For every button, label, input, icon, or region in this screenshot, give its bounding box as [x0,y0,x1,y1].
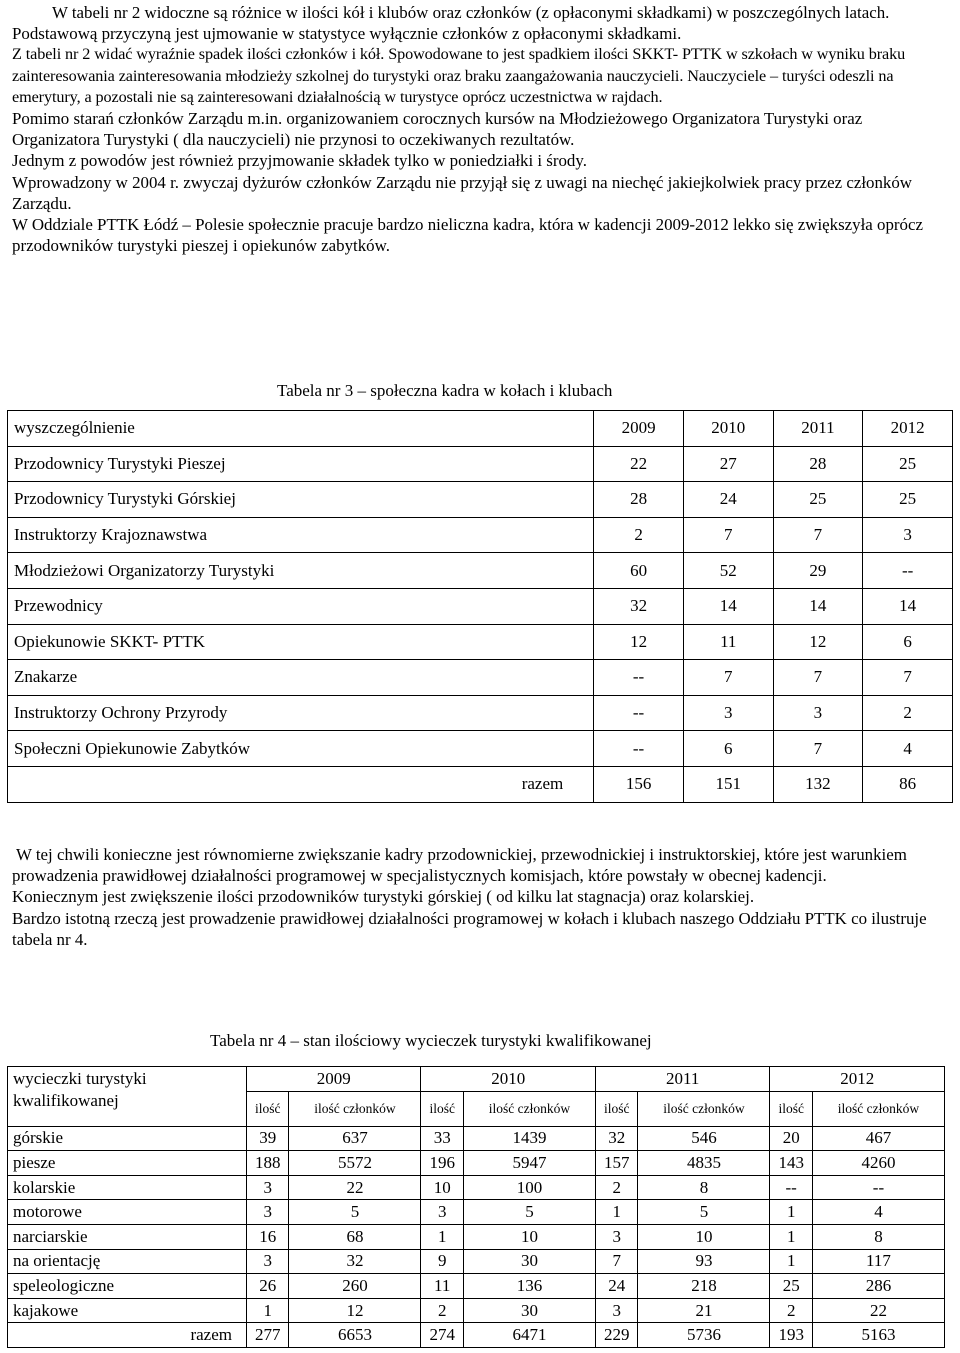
table-header-cell: 2010 [683,411,773,447]
table-cell: 7 [773,731,863,767]
table-cell: 11 [683,624,773,660]
table-cell: 3 [863,517,953,553]
table-row [8,766,953,802]
table-cell: 60 [594,553,684,589]
table-row [8,1323,945,1348]
table-cell: 8 [812,1224,944,1249]
table-row [8,731,953,767]
table-cell: 2 [421,1298,463,1323]
table-cell: motorowe [8,1200,247,1225]
table-cell: 68 [289,1224,421,1249]
table-cell: 16 [247,1224,289,1249]
table-cell: 21 [638,1298,770,1323]
table-cell: 4260 [812,1151,944,1176]
table-header-cell: 2011 [773,411,863,447]
table-row [8,588,953,624]
table-cell: 1 [770,1249,812,1274]
table-cell: 6471 [463,1323,595,1348]
table-cell: 32 [595,1126,637,1151]
table-cell: razem [8,1323,247,1348]
table-cell: 27 [683,446,773,482]
table-year-header: 2010 [421,1067,595,1092]
table-cell: 274 [421,1323,463,1348]
table-cell: 260 [289,1274,421,1299]
table-subheader-cell: ilość [770,1091,812,1126]
table-cell: Przodownicy Turystyki Górskiej [8,482,594,518]
table-cell: 3 [683,695,773,731]
table-cell: 12 [773,624,863,660]
table-cell: Opiekunowie SKKT- PTTK [8,624,594,660]
table-cell: 2 [863,695,953,731]
table-cell: 277 [247,1323,289,1348]
table3 [7,410,953,803]
table-row [8,482,953,518]
table-cell: 2 [595,1175,637,1200]
table-subheader-cell: ilość członków [812,1091,944,1126]
table-cell: -- [770,1175,812,1200]
table-row [8,1224,945,1249]
table-cell: 100 [463,1175,595,1200]
table-cell: 546 [638,1126,770,1151]
table-cell: Przodownicy Turystyki Pieszej [8,446,594,482]
table-subheader-cell: ilość [247,1091,289,1126]
table-cell: 24 [595,1274,637,1299]
table-cell: 3 [773,695,863,731]
table-cell: kajakowe [8,1298,247,1323]
table-cell: 143 [770,1151,812,1176]
table-cell: 10 [463,1224,595,1249]
table-cell: 7 [595,1249,637,1274]
table-cell: 4835 [638,1151,770,1176]
table-cell: 14 [773,588,863,624]
table-cell: 33 [421,1126,463,1151]
table-cell: 196 [421,1151,463,1176]
table-cell: 93 [638,1249,770,1274]
table-cell: 20 [770,1126,812,1151]
table-cell: 6 [863,624,953,660]
table-cell: 7 [773,660,863,696]
table-cell: 12 [594,624,684,660]
table-row [8,446,953,482]
table-year-header: 2009 [247,1067,421,1092]
table-cell: 193 [770,1323,812,1348]
table-cell: Przewodnicy [8,588,594,624]
table-cell: 132 [773,766,863,802]
table-row [8,660,953,696]
table-cell: 86 [863,766,953,802]
table-cell: 3 [247,1200,289,1225]
table-cell: 3 [421,1200,463,1225]
table-cell: 30 [463,1249,595,1274]
table-cell: speleologiczne [8,1274,247,1299]
table-cell: Młodzieżowi Organizatorzy Turystyki [8,553,594,589]
table-cell: górskie [8,1126,247,1151]
table3-caption: Tabela nr 3 – społeczna kadra w kołach i klubach [277,381,613,400]
table-cell: 7 [683,660,773,696]
table-cell: 1 [595,1200,637,1225]
table-cell: 7 [863,660,953,696]
table-cell: 1 [247,1298,289,1323]
table-cell: 4 [812,1200,944,1225]
table4-caption: Tabela nr 4 – stan ilościowy wycieczek turystyki kwalifikowanej [210,1031,652,1050]
table-cell: Znakarze [8,660,594,696]
table-cell: -- [812,1175,944,1200]
paragraph: W tej chwili konieczne jest równomierne zwiększanie kadry przodownickiej, przewodnickiej i instruktorskiej, które jest warunkiem prowadzenia prawidłowej działalności programowej w specjalistycznych komisjach, które powstały w obecnej kadencji. [12,845,907,886]
table-cell: 5 [638,1200,770,1225]
table-cell: 3 [247,1175,289,1200]
table-cell: 28 [773,446,863,482]
table-cell: -- [594,731,684,767]
table-cell: 3 [595,1224,637,1249]
table-cell: 2 [770,1298,812,1323]
table-cell: 3 [247,1249,289,1274]
table-year-header: 2011 [595,1067,769,1092]
table-cell: 25 [863,446,953,482]
paragraph: Pomimo starań członków Zarządu m.in. organizowaniem corocznych kursów na Młodzieżowego Organizatora Turystyki oraz Organizatora Turystyki ( dla nauczycieli) nie przynosi to oczekiwanych rezultatów. [12,109,863,150]
table-cell: 22 [594,446,684,482]
table-cell: 7 [683,517,773,553]
table-cell: 151 [683,766,773,802]
table-cell: Instruktorzy Krajoznawstwa [8,517,594,553]
table-cell: 32 [594,588,684,624]
paragraph: Jednym z powodów jest również przyjmowanie składek tylko w poniedziałki i środy. [12,151,587,171]
table-cell: 30 [463,1298,595,1323]
table-cell: na orientację [8,1249,247,1274]
paragraph: Koniecznym jest zwiększenie ilości przodowników turystyki górskiej ( od kilku lat stagnacja) oraz kolarskiej. [12,887,755,907]
table-cell: 1 [421,1224,463,1249]
table-cell: kolarskie [8,1175,247,1200]
table-cell: 10 [638,1224,770,1249]
table-cell: 28 [594,482,684,518]
table-header-cell: 2012 [863,411,953,447]
table-row [8,1175,945,1200]
table-cell: 2 [594,517,684,553]
table-cell: 5 [463,1200,595,1225]
table-corner-cell: wycieczki turystyki kwalifikowanej [8,1067,247,1127]
table-cell: Instruktorzy Ochrony Przyrody [8,695,594,731]
table-cell: 24 [683,482,773,518]
paragraph: Bardzo istotną rzeczą jest prowadzenie prawidłowej działalności programowej w kołach i klubach naszego Oddziału PTTK co ilustruje tabela nr 4. [12,908,927,949]
table4 [7,1066,945,1348]
table-cell: 5572 [289,1151,421,1176]
table-cell: 10 [421,1175,463,1200]
table-cell: 32 [289,1249,421,1274]
table-cell: 6653 [289,1323,421,1348]
table-subheader-cell: ilość [421,1091,463,1126]
table-cell: 3 [595,1298,637,1323]
table-cell: 188 [247,1151,289,1176]
table-cell: 14 [863,588,953,624]
table-row [8,1298,945,1323]
table-cell: narciarskie [8,1224,247,1249]
table-cell: 29 [773,553,863,589]
paragraph: Podstawową przyczyną jest ujmowanie w statystyce wyłącznie członków z opłaconymi składkami. [12,24,682,44]
table-cell: 229 [595,1323,637,1348]
table-subheader-cell: ilość [595,1091,637,1126]
table-cell: 14 [683,588,773,624]
table-cell: 22 [812,1298,944,1323]
table-cell: 26 [247,1274,289,1299]
table-header-row [8,1067,945,1092]
table-header-cell: 2009 [594,411,684,447]
table-cell: 8 [638,1175,770,1200]
table-cell: 286 [812,1274,944,1299]
paragraph: W tabeli nr 2 widoczne są różnice w ilości kół i klubów oraz członków (z opłaconymi składkami) w poszczególnych latach. [52,3,890,22]
table-header-cell: wyszczególnienie [8,411,594,447]
paragraph: Wprowadzony w 2004 r. zwyczaj dyżurów członków Zarządu nie przyjął się z uwagi na niechęć jakiejkolwiek pracy przez członków Zarządu. [12,172,912,213]
table-subheader-cell: ilość członków [463,1091,595,1126]
table-cell: 1 [770,1224,812,1249]
table-cell: 25 [773,482,863,518]
table-row [8,553,953,589]
table-subheader-cell: ilość członków [289,1091,421,1126]
table-cell: -- [863,553,953,589]
table-cell: 22 [289,1175,421,1200]
table-cell: 4 [863,731,953,767]
table-cell: 637 [289,1126,421,1151]
table-cell: razem [8,766,594,802]
table-cell: 218 [638,1274,770,1299]
table-cell: 5163 [812,1323,944,1348]
table-cell: Społeczni Opiekunowie Zabytków [8,731,594,767]
paragraph: Z tabeli nr 2 widać wyraźnie spadek ilości członków i kół. Spowodowane to jest spadkiem ilości SKKT- PTTK w szkołach w wyniku braku zainteresowania zainteresowania młodzieży szkolnej do turystyki oraz braku zaangażowania nauczycieli. Nauczyciele – turyści odeszli na emerytury, a pozostali nie są zainteresowani działalnością w turystyce oprócz uczestnictwa w rajdach. [12,45,906,106]
table-subheader-cell: ilość członków [638,1091,770,1126]
table-cell: 5947 [463,1151,595,1176]
table-row [8,1151,945,1176]
table-cell: 11 [421,1274,463,1299]
table-cell: 1 [770,1200,812,1225]
table-year-header: 2012 [770,1067,945,1092]
table-cell: 9 [421,1249,463,1274]
table-cell: 39 [247,1126,289,1151]
table-cell: 6 [683,731,773,767]
table-row [8,1249,945,1274]
table-cell: 156 [594,766,684,802]
table-row [8,695,953,731]
table-cell: 5736 [638,1323,770,1348]
table-row [8,624,953,660]
table-cell: 25 [863,482,953,518]
table-row [8,1126,945,1151]
table-cell: 25 [770,1274,812,1299]
table-header-row [8,411,953,447]
table-cell: 7 [773,517,863,553]
table-cell: 136 [463,1274,595,1299]
table-cell: -- [594,695,684,731]
intro-text [12,2,947,256]
middle-text [12,844,947,950]
table-cell: 12 [289,1298,421,1323]
table-cell: 467 [812,1126,944,1151]
table-row [8,517,953,553]
table-cell: 5 [289,1200,421,1225]
table-cell: 157 [595,1151,637,1176]
table-cell: -- [594,660,684,696]
paragraph: W Oddziale PTTK Łódź – Polesie społecznie pracuje bardzo nieliczna kadra, która w kadencji 2009-2012 lekko się zwiększyła oprócz przodowników turystyki pieszej i opiekunów zabytków. [12,215,923,256]
table-cell: 117 [812,1249,944,1274]
table-cell: 1439 [463,1126,595,1151]
table-cell: 52 [683,553,773,589]
table-row [8,1274,945,1299]
table-cell: piesze [8,1151,247,1176]
table-row [8,1200,945,1225]
